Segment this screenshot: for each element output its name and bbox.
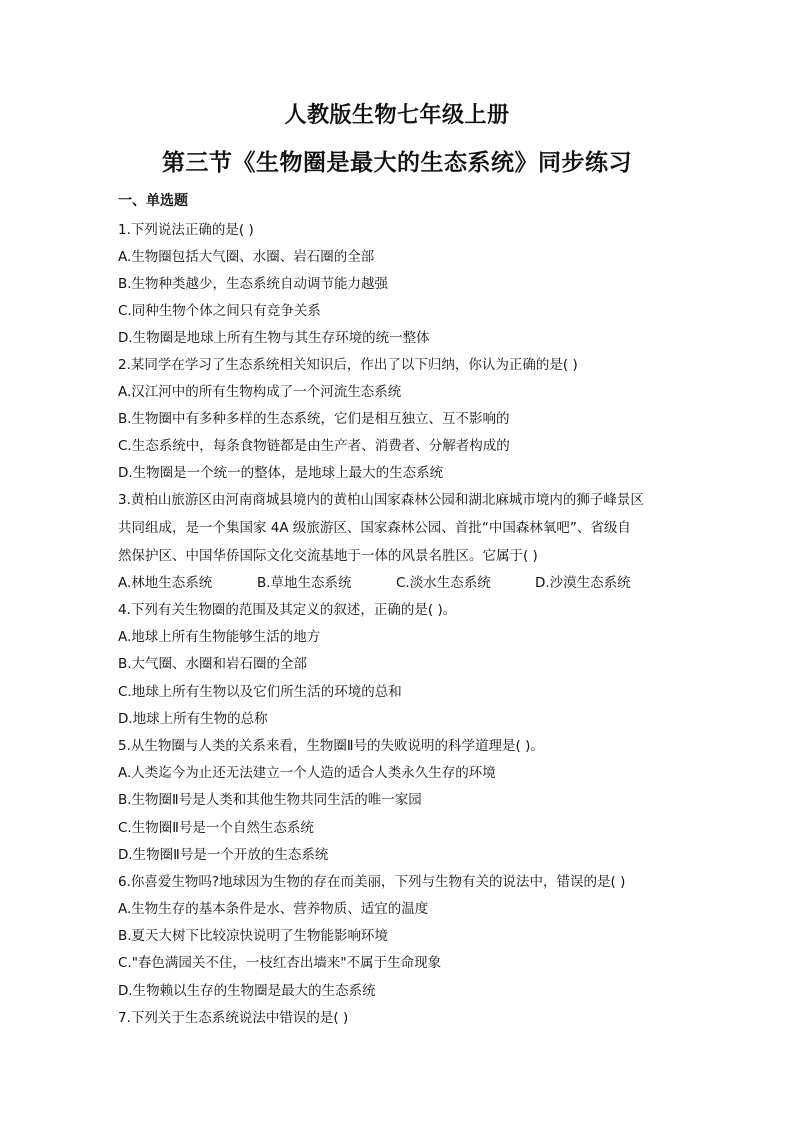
question-6-stem: 6.你喜爱生物吗?地球因为生物的存在而美丽，下列与生物有关的说法中，错误的是( ) [118, 874, 626, 890]
question-1-stem: 1.下列说法正确的是( ) [118, 222, 254, 238]
question-6-option-a: A.生物生存的基本条件是水、营养物质、适宜的温度 [118, 901, 429, 917]
question-2-option-c: C.生态系统中，每条食物链都是由生产者、消费者、分解者构成的 [118, 438, 510, 454]
question-3-option-c: C.淡水生态系统 [396, 575, 491, 591]
question-2-option-a: A.汉江河中的所有生物构成了一个河流生态系统 [118, 384, 402, 400]
question-5-option-d: D.生物圈Ⅱ号是一个开放的生态系统 [118, 847, 329, 863]
document-title: 人教版生物七年级上册 [284, 102, 510, 128]
question-6-option-b: B.夏天大树下比较凉快说明了生物能影响环境 [118, 928, 389, 944]
question-4-stem: 4.下列有关生物圈的范围及其定义的叙述，正确的是( )。 [118, 602, 457, 618]
question-5-option-b: B.生物圈Ⅱ号是人类和其他生物共同生活的唯一家园 [118, 792, 422, 808]
question-3-option-a: A.林地生态系统 [118, 575, 213, 591]
question-3-stem-line-3: 然保护区、中国华侨国际文化交流基地于一体的风景名胜区。它属于( ) [118, 548, 538, 564]
question-1-option-c: C.同种生物个体之间只有竞争关系 [118, 303, 321, 319]
document-subtitle: 第三节《生物圈是最大的生态系统》同步练习 [162, 149, 632, 176]
question-2-stem: 2.某同学在学习了生态系统相关知识后，作出了以下归纳，你认为正确的是( ) [118, 357, 578, 373]
question-4-option-c: C.地球上所有生物以及它们所生活的环境的总和 [118, 684, 402, 700]
question-1-option-d: D.生物圈是地球上所有生物与其生存环境的统一整体 [118, 330, 430, 346]
question-3-option-b: B.草地生态系统 [257, 575, 352, 591]
question-6-option-d: D.生物赖以生存的生物圈是最大的生态系统 [118, 983, 376, 999]
question-4-option-a: A.地球上所有生物能够生活的地方 [118, 629, 321, 645]
question-4-option-b: B.大气圈、水圈和岩石圈的全部 [118, 656, 308, 672]
question-1-option-a: A.生物圈包括大气圈、水圈、岩石圈的全部 [118, 249, 375, 265]
question-1-option-b: B.生物种类越少，生态系统自动调节能力越强 [118, 276, 389, 292]
question-2-option-b: B.生物圈中有多种多样的生态系统，它们是相互独立、互不影响的 [118, 411, 510, 427]
question-5-stem: 5.从生物圈与人类的关系来看，生物圈Ⅱ号的失败说明的科学道理是( )。 [118, 738, 544, 754]
question-6-option-c: C."春色满园关不住，一枝红杏出墙来"不属于生命现象 [118, 955, 442, 971]
question-3-option-d: D.沙漠生态系统 [535, 575, 631, 591]
question-7-stem: 7.下列关于生态系统说法中错误的是( ) [118, 1010, 349, 1026]
question-3-stem-line-1: 3.黄柏山旅游区由河南商城县境内的黄柏山国家森林公园和湖北麻城市境内的狮子峰景区 [118, 492, 644, 508]
question-5-option-a: A.人类迄今为止还无法建立一个人造的适合人类永久生存的环境 [118, 765, 496, 781]
question-2-option-d: D.生物圈是一个统一的整体，是地球上最大的生态系统 [118, 465, 444, 481]
section-heading: 一、单选题 [118, 193, 188, 209]
question-3-stem-line-2: 共同组成，是一个集国家 4A 级旅游区、国家森林公园、首批“中国森林氧吧”、省级自 [118, 520, 631, 536]
question-5-option-c: C.生物圈Ⅱ号是一个自然生态系统 [118, 820, 314, 836]
question-4-option-d: D.地球上所有生物的总称 [118, 711, 268, 727]
